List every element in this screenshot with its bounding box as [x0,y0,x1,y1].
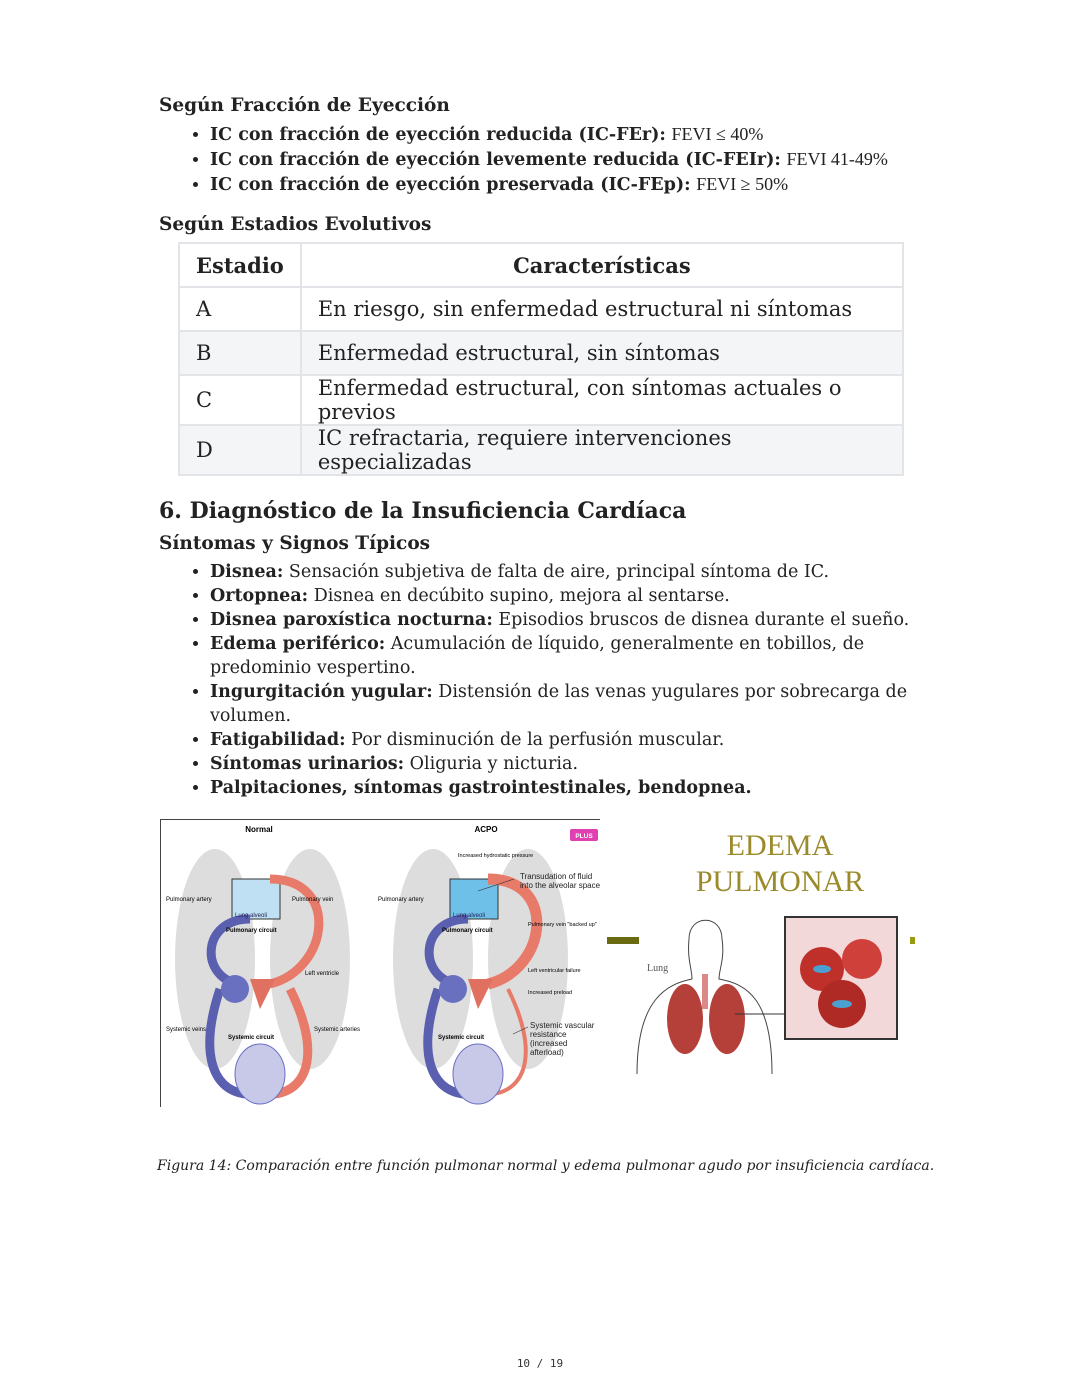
label: Pulmonary artery [378,897,424,903]
stages-table [178,242,904,476]
item-text: Acumulación de líquido, generalmente en tobillos, de predominio vespertino. [210,634,865,678]
cell: D [179,425,301,475]
item-label: IC con fracción de eyección preservada (IC-FEp): [210,175,691,195]
label: Systemic circuit [228,1035,275,1041]
list-item [210,632,950,680]
item-label: Edema periférico: [210,634,386,654]
list-item [210,752,950,776]
item-text: Distensión de las venas yugulares por sobrecarga de volumen. [210,682,908,726]
list-item [210,680,950,728]
item-text: Episodios bruscos de disnea durante el sueño. [498,610,910,630]
header-stage: Estadio [179,243,301,287]
edema-pulmonar-image [607,819,917,1079]
list-item [210,122,950,147]
section-heading-ef: Según Fracción de Eyección [159,95,450,116]
item-label: Disnea: [210,562,284,582]
label: Systemic arteries [314,1027,361,1033]
cell: En riesgo, sin enfermedad estructural ni síntomas [301,287,903,331]
label: Pulmonary vein "backed up" [528,922,597,928]
label-transudation: Transudation of fluid into the alveolar space [520,872,601,890]
item-label: Fatigabilidad: [210,730,346,750]
ef-list [186,122,950,197]
cell: B [179,331,301,375]
cell: Enfermedad estructural, sin síntomas [301,331,903,375]
label: Left ventricle [305,971,340,977]
table-header-row [179,243,903,287]
label: Pulmonary artery [166,897,212,903]
label: Systemic veins [166,1027,207,1033]
edema-title: PULMONAR [695,865,865,898]
list-item [210,776,950,800]
label-systemic-vascular-resistance: Systemic vascular resistance (increased afterload) [530,1021,595,1057]
list-item [210,147,950,172]
page-number: 10 / 19 [516,1357,564,1370]
label: Systemic circuit [438,1035,485,1041]
item-value: FEVI ≥ 50% [696,174,789,194]
label: Increased hydrostatic pressure [458,853,534,859]
label: Left ventricular failure [528,968,581,974]
item-value: FEVI 41-49% [786,149,888,169]
item-label: Ortopnea: [210,586,309,606]
table-row [179,375,903,425]
table-row [179,287,903,331]
label: Increased preload [528,990,573,996]
subheading-symptoms: Síntomas y Signos Típicos [159,533,431,554]
list-item [210,608,950,632]
cell: Enfermedad estructural, con síntomas actuales o previos [301,375,903,425]
lung-label: Lung [647,963,669,974]
list-item [210,560,950,584]
label: Pulmonary vein [292,897,334,903]
figure-caption: Figura 14: Comparación entre función pulmonar normal y edema pulmonar agudo por insuficiencia cardíaca. [157,1158,935,1174]
table-row [179,425,903,475]
item-text: Por disminución de la perfusión muscular. [351,730,725,750]
list-item [210,584,950,608]
label: Lung alveoli [235,913,268,919]
table-row [179,331,903,375]
section-heading-diagnosis: 6. Diagnóstico de la Insuficiencia Cardíaca [159,498,687,524]
item-label: IC con fracción de eyección levemente reducida (IC-FEIr): [210,150,781,170]
item-text: Sensación subjetiva de falta de aire, principal síntoma de IC. [288,562,830,582]
cell: C [179,375,301,425]
list-item [210,172,950,197]
header-characteristics: Características [301,243,903,287]
label: Pulmonary circuit [442,928,493,934]
item-label: Ingurgitación yugular: [210,682,433,702]
item-text: Disnea en decúbito supino, mejora al sentarse. [313,586,730,606]
edema-title: EDEMA [726,829,834,862]
circulation-diagram-image [160,819,600,1107]
plus-badge: PLUS [575,833,593,840]
item-label: Síntomas urinarios: [210,754,405,774]
item-text: Oliguria y nicturia. [409,754,579,774]
label: Pulmonary circuit [226,928,277,934]
symptoms-list [186,560,950,800]
item-label: Disnea paroxística nocturna: [210,610,493,630]
acpo-title: ACPO [474,825,498,834]
item-label: IC con fracción de eyección reducida (IC-FEr): [210,125,666,145]
normal-title: Normal [245,825,273,834]
cell: IC refractaria, requiere intervenciones especializadas [301,425,903,475]
section-heading-stages: Según Estadios Evolutivos [159,214,432,235]
list-item [210,728,950,752]
item-label: Palpitaciones, síntomas gastrointestinales, bendopnea. [210,778,752,798]
label: Lung alveoli [453,913,486,919]
item-value: FEVI ≤ 40% [671,124,764,144]
cell: A [179,287,301,331]
